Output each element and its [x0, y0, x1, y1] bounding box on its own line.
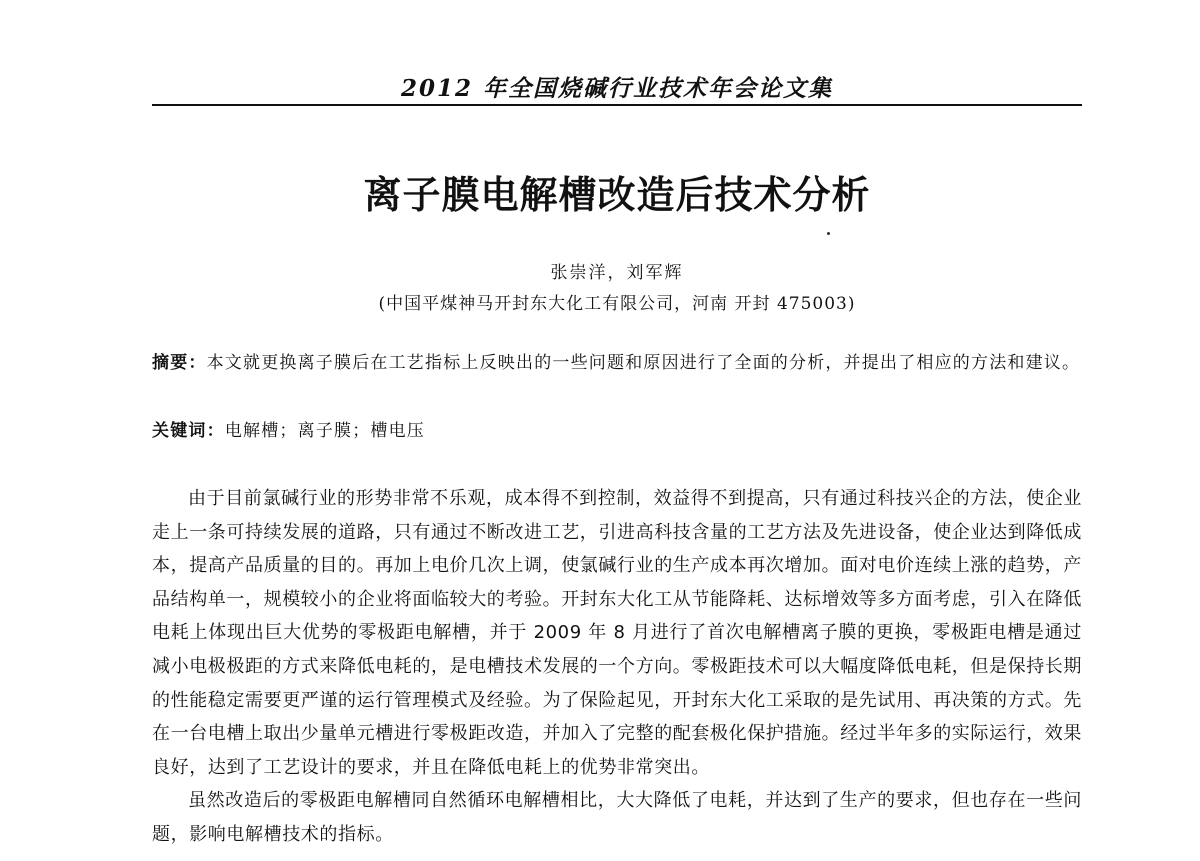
header-rule [152, 104, 1082, 106]
paper-affiliation: (中国平煤神马开封东大化工有限公司，河南 开封 475003) [378, 294, 856, 314]
abstract-text: 本文就更换离子膜后在工艺指标上反映出的一些问题和原因进行了全面的分析，并提出了相应的方法和建议。 [206, 353, 1081, 373]
keywords-text: 电解槽；离子膜；槽电压 [224, 421, 426, 441]
paper-authors: 张崇洋，刘军辉 [550, 263, 684, 283]
keywords-label: 关键词： [152, 421, 225, 441]
keywords [152, 417, 1082, 446]
scan-speck [827, 232, 830, 235]
body-text [152, 482, 1082, 852]
running-header: 2012 年全国烧碱行业技术年会论文集 [400, 75, 834, 102]
abstract-label: 摘要： [152, 353, 207, 373]
body-paragraph: 由于目前氯碱行业的形势非常不乐观，成本得不到控制，效益得不到提高，只有通过科技兴企的方法，使企业走上一条可持续发展的道路，只有通过不断改进工艺，引进高科技含量的工艺方法及先进设备，使企业达到降低成本，提高产品质量的目的。再加上电价几次上调，使氯碱行业的生产成本再次增加。面对电价连续上涨的趋势，产品结构单一，规模较小的企业将面临较大的考验。开封东大化工从节能降耗、达标增效等多方面考虑，引入在降低电耗上体现出巨大优势的零极距电解槽，并于 2009 年 8 月进行了首次电解槽离子膜的更换，零极距电槽是通过减小电极极距的方式来降低电耗的，是电槽技术发展的一个方向。零极距技术可以大幅度降低电耗，但是保持长期的性能稳定需要更严谨的运行管理模式及经验。为了保险起见，开封东大化工采取的是先试用、再决策的方式。先在一台电槽上取出少量单元槽进行零极距改造，并加入了完整的配套极化保护措施。经过半年多的实际运行，效果良好，达到了工艺设计的要求，并且在降低电耗上的优势非常突出。 [152, 488, 1082, 778]
body-paragraph: 虽然改造后的零极距电解槽同自然循环电解槽相比，大大降低了电耗，并达到了生产的要求，但也存在一些问题，影响电解槽技术的指标。 [152, 790, 1082, 845]
abstract [152, 349, 1082, 378]
paper-title: 离子膜电解槽改造后技术分析 [363, 173, 871, 217]
